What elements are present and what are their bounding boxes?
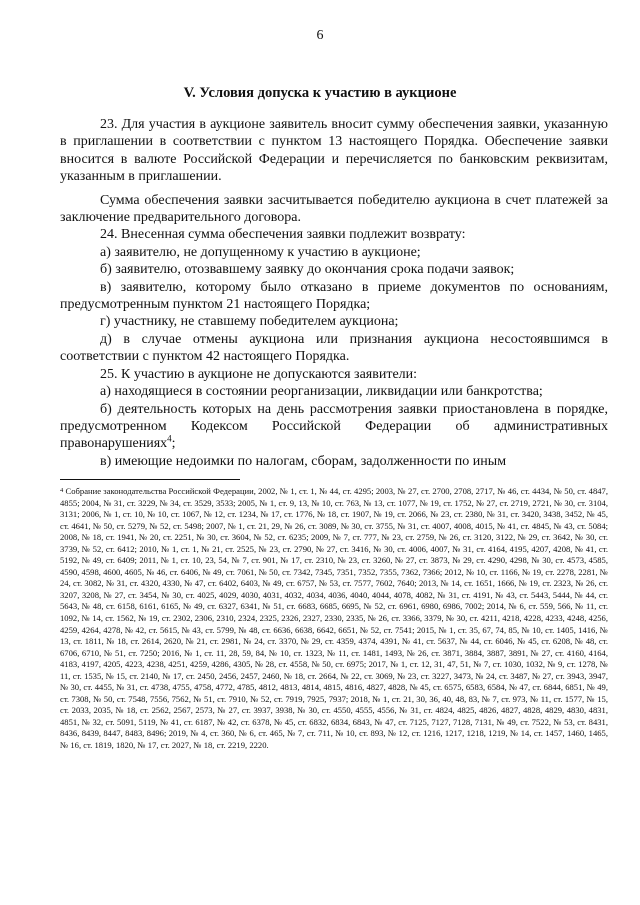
paragraph-25: 25. К участию в аукционе не допускаются заявители:: [100, 366, 418, 382]
footnote-number: 4: [60, 487, 64, 494]
list-item-25c: в) имеющие недоимки по налогам, сборам, задолженности по иным: [100, 453, 507, 469]
footnote-reference[interactable]: 4: [167, 433, 172, 444]
footnote: [60, 486, 608, 752]
list-item-24e: д) в случае отмены аукциона или признания аукциона несостоявшимся в соответствии с пунктом 42 настоящего Порядка.: [60, 331, 608, 365]
footnote-separator: [60, 479, 240, 480]
paragraph-23: 23. Для участия в аукционе заявитель вносит сумму обеспечения заявки, указанную в приглашении в соответствии с пунктом 13 настоящего Порядка. Обеспечение заявки вносится в валюте Российской Федерации и перечисляется по банковским реквизитам, указанным в приглашении.: [60, 117, 608, 185]
list-item-25b-text: б) деятельность которых на день рассмотрения заявки приостановлена в порядке, предусмотренном Кодексом Российской Федерации об административных правонарушениях: [60, 401, 608, 452]
paragraph-23-deposit: Сумма обеспечения заявки засчитывается победителю аукциона в счет платежей за заключение предварительного договора.: [60, 192, 608, 226]
list-item-24b: б) заявителю, отозвавшему заявку до окончания срока подачи заявок;: [100, 262, 515, 278]
list-item-25a: а) находящиеся в состоянии реорганизации, ликвидации или банкротства;: [100, 384, 543, 400]
section-title: V. Условия допуска к участию в аукционе: [183, 85, 457, 101]
list-item-24c: в) заявителю, которому было отказано в приеме документов по основаниям, предусмотренным пунктом 21 настоящего Порядка;: [60, 279, 608, 313]
paragraph-24: 24. Внесенная сумма обеспечения заявки подлежит возврату:: [100, 227, 466, 243]
list-item-25b: б) деятельность которых на день рассмотрения заявки приостановлена в порядке, предусмотренном Кодексом Российской Федерации об административных правонарушениях$^4$;: [60, 401, 608, 452]
footnote-text: Собрание законодательства Российской Федерации, 2002, № 1, ст. 1, № 44, ст. 4295; 2003, № 27, ст. 2700, 2708, 2717, № 46, ст. 4434, № 50, ст. 4847, 4855; 2004, № 31, ст. 3229, № 34, ст. 3529, 3533; 2005, № 1, ст. 9, 13, № 10, ст. 763, № 13, ст. 1077, № 19, ст. 1752, № 27, ст. 2719, 2721, № 30, ст. 3104, 3131; 2006, № 1, ст. 10, № 10, ст. 1067, № 12, ст. 1234, № 17, ст. 1776, № 18, ст. 1907, № 19, ст. 2066, № 23, ст. 2380, № 31, ст. 3420, 3438, 3452, № 45, ст. 4641, № 50, ст. 5279, № 52, ст. 5498; 2007, № 1, ст. 21, 29, № 26, ст. 3089, № 30, ст. 3755, № 31, ст. 4007, 4008, 4015, № 41, ст. 4845, № 43, ст. 5084; 2008, № 18, ст. 1941, № 20, ст. 2251, № 30, ст. 3604, № 52, ст. 6235; 2009, № 7, ст. 777, № 23, ст. 2759, № 26, ст. 3120, 3122, № 29, ст. 3642, № 30, ст. 3739, № 52, ст. 6412; 2010, № 1, ст. 1, № 21, ст. 2525, № 23, ст. 2790, № 27, ст. 3416, № 30, ст. 4006, 4007, № 31, ст. 4164, 4195, 4207, 4208, № 41, ст. 5192, № 49, ст. 6409; 2011, № 1, ст. 10, 23, 54, № 7, ст. 901, № 17, ст. 2310, № 23, ст. 3260, № 27, ст. 3873, № 29, ст. 4290, 4298, № 30, ст. 4573, 4585, 4590, 4598, 4600, 4605, № 46, ст. 6406, № 49, ст. 7061, № 50, ст. 7342, 7345, 7351, 7352, 7355, 7362, 7366; 2012, № 10, ст. 1166, № 19, ст. 2278, 2281, № 24, ст. 3082, № 31, ст. 4320, 4330, № 47, ст. 6402, 6403, № 49, ст. 6757, № 53, ст. 7577, 7602, 7640; 2013, № 14, ст. 1651, 1666, № 19, ст. 2323, № 26, ст. 3207, 3208, № 27, ст. 3454, № 30, ст. 4025, 4029, 4030, 4031, 4032, 4034, 4036, 4040, 4044, 4078, 4082, № 31, ст. 4191, № 43, ст. 5443, 5444, № 44, ст. 5643, № 48, ст. 6158, 6161, 6165, № 49, ст. 6327, 6341, № 51, ст. 6683, 6685, 6695, № 52, ст. 6961, 6980, 6986, 7002; 2014, № 6, ст. 559, 566, № 11, ст. 1092, № 14, ст. 1562, № 19, ст. 2302, 2306, 2310, 2324, 2325, 2326, 2327, 2330, 2335, № 26, ст. 3366, 3379, № 30, ст. 4211, 4218, 4228, 4233, 4248, 4256, 4259, 4264, 4278, № 42, ст. 5615, № 43, ст. 5799, № 48, ст. 6636, 6638, 6642, 6651, № 52, ст. 7541; 2015, № 1, ст. 35, 67, 74, 85, № 10, ст. 1405, 1416, № 13, ст. 1811, № 18, ст. 2614, 2620, № 21, ст. 2981, № 24, ст. 3370, № 29, ст. 4359, 4374, 4391, № 41, ст. 5637, № 44, ст. 6046, № 45, ст. 6208, № 48, ст. 6706, 6710, № 51, ст. 7250; 2016, № 1, ст. 11, 28, 59, 84, № 10, ст. 1323, № 11, ст. 1481, 1493, № 26, ст. 3871, 3884, 3887, 3891, № 27, ст. 4160, 4164, 4183, 4197, 4205, 4223, 4238, 4251, 4259, 4286, 4305, № 28, ст. 4558, № 50, ст. 6975; 2017, № 1, ст. 12, 31, 47, 51, № 7, ст. 1030, 1032, № 9, ст. 1278, № 11, ст. 1535, № 15, ст. 2140, № 17, ст. 2450, 2456, 2457, 2460, № 18, ст. 2664, № 22, ст. 3069, № 23, ст. 3227, 3473, № 24, ст. 3487, № 27, ст. 3943, 3947, № 30, ст. 4455, № 31, ст. 4738, 4755, 4758, 4772, 4785, 4812, 4813, 4814, 4815, 4816, 4827, 4828, № 45, ст. 6575, 6583, 6584, № 47, ст. 6844, 6851, № 49, ст. 7308, № 50, ст. 7548, 7556, 7562, № 51, ст. 7910, № 52, ст. 7919, 7925, 7937; 2018, № 1, ст. 21, 30, 36, 40, 48, 83, № 7, ст. 973, № 11, ст. 1577, № 15, ст. 2033, 2035, № 18, ст. 2562, 2567, 2573, № 27, ст. 3937, 3938, № 30, ст. 4550, 4555, 4556, № 31, ст. 4824, 4825, 4826, 4827, 4828, 4829, 4830, 4831, 4851, № 32, ст. 5091, 5119, № 41, ст. 6187, № 42, ст. 6378, № 45, ст. 6832, 6834, 6843, № 47, ст. 7125, 7127, 7128, 7131, № 49, ст. 7522, № 53, ст. 8431, 8436, 8439, 8447, 8483, 8496; 2019, № 4, ст. 360, № 6, ст. 465, № 7, ст. 711, № 10, ст. 893, № 12, ст. 1216, 1217, 1218, 1219, № 14, ст. 1457, 1460, 1465, № 16, ст. 1819, 1820, № 17, ст. 2027, № 18, ст. 2219, 2220.: [60, 486, 608, 751]
document-body: [60, 116, 608, 470]
page-number: 6: [316, 28, 324, 43]
list-item-24a: а) заявителю, не допущенному к участию в аукционе;: [100, 244, 421, 260]
list-item-24d: г) участнику, не ставшему победителем аукциона;: [100, 314, 399, 330]
